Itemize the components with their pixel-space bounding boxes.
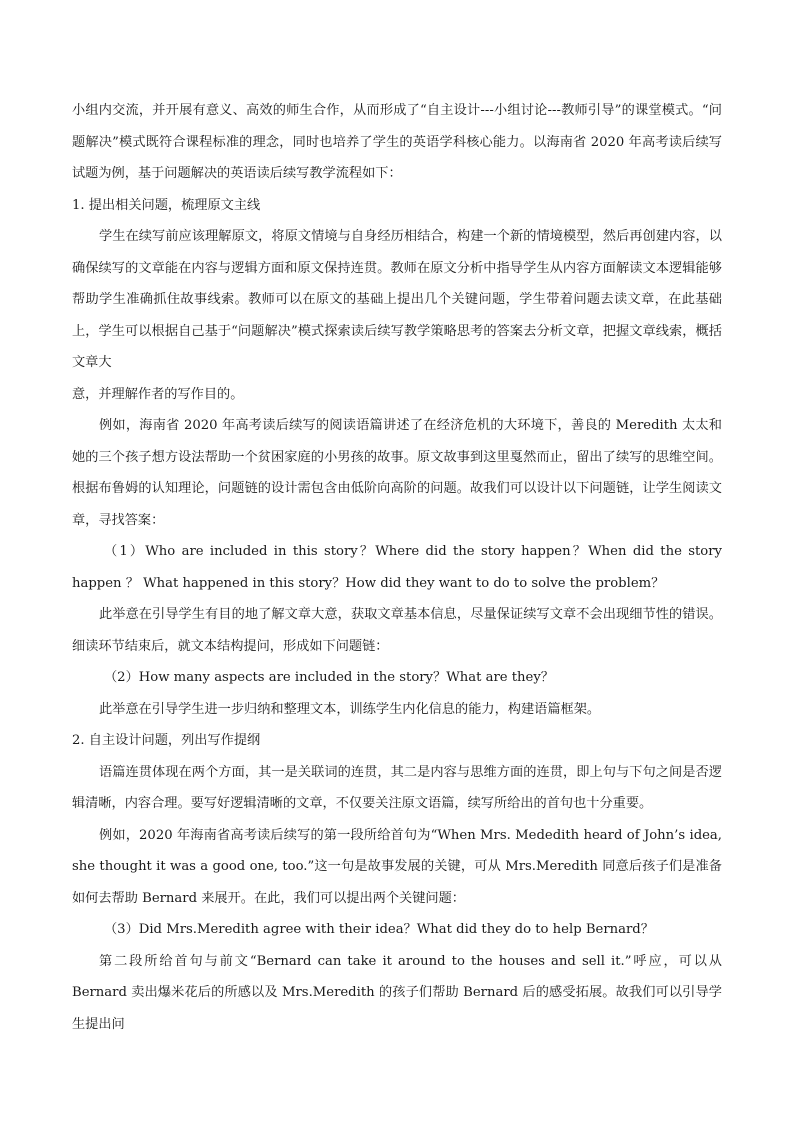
paragraph-understanding: 学生在续写前应该理解原文，将原文情境与自身经历相结合，构建一个新的情境模型，然后再创建内容，以确保续写的文章能在内容与逻辑方面和原文保持连贯。教师在原文分析中指导学生从内容方面解读文本逻辑能够帮助学生准确抓住故事线索。教师可以在原文的基础上提出几个关键问题，学生带着问题去读文章，在此基础上，学生可以根据自己基于“问题解决”模式探索读后续写教学策略思考的答案去分析文章，把握文章线索，概括文章大 <box>72 229 722 370</box>
question-2: （2）How many aspects are included in the story？What are they？ <box>104 670 554 685</box>
question-3: （3）Did Mrs.Meredith agree with their idea？What did they do to help Bernard？ <box>104 922 654 937</box>
paragraph-intro: 小组内交流，并开展有意义、高效的师生合作，从而形成了“自主设计---小组讨论---教师引导”的课堂模式。“问题解决”模式既符合课程标准的理念，同时也培养了学生的英语学科核心能力。以海南省 2020 年高考读后续写试题为例，基于问题解决的英语读后续写教学流程如下： <box>72 103 722 181</box>
paragraph-example-2: 例如，2020 年海南省高考读后续写的第一段所给首句为“When Mrs. Mededith heard of John’s idea, she thought it was a good one, too.”这一句是故事发展的关键，可从 Mrs.Meredith 同意后孩子们是准备如何去帮助 Bernard 来展开。在此，我们可以提出两个关键问题： <box>72 827 722 906</box>
question-1: （1）Who are included in this story？Where did the story happen？When did the story happen ？ What happened in this story？How did they want to do to solve the problem？ <box>72 544 722 591</box>
section-heading-2: 2. 自主设计问题，列出写作提纲 <box>72 733 261 748</box>
section-heading-1: 1. 提出相关问题，梳理原文主线 <box>72 197 261 213</box>
paragraph-purpose-2: 此举意在引导学生进一步归纳和整理文本，训练学生内化信息的能力，构建语篇框架。 <box>99 701 601 717</box>
paragraph-second-section: 第二段所给首句与前文“Bernard can take it around to the houses and sell it.”呼应，可以从 Bernard 卖出爆米花后的所感以及 Mrs.Meredith 的孩子们帮助 Bernard 后的感受拓展。故我们可以引导学生提出问 <box>72 953 722 1032</box>
paragraph-purpose-1: 此举意在引导学生有目的地了解文章大意，获取文章基本信息，尽量保证续写文章不会出现细节性的错误。细读环节结束后，就文本结构提问，形成如下问题链： <box>72 607 722 654</box>
paragraph-example-1: 例如，海南省 2020 年高考读后续写的阅读语篇讲述了在经济危机的大环境下，善良的 Meredith 太太和她的三个孩子想方设法帮助一个贫困家庭的小男孩的故事。原文故事到这里戛然而止，留出了续写的思维空间。根据布鲁姆的认知理论，问题链的设计需包含由低阶向高阶的问题。故我们可以设计以下问题链，让学生阅读文章，寻找答案： <box>72 418 722 528</box>
document-body <box>72 95 722 1040</box>
paragraph-continuation: 意，并理解作者的写作目的。 <box>72 386 244 402</box>
paragraph-coherence: 语篇连贯体现在两个方面，其一是关联词的连贯，其二是内容与思维方面的连贯，即上句与下句之间是否逻辑清晰，内容合理。要写好逻辑清晰的文章，不仅要关注原文语篇，续写所给出的首句也十分重要。 <box>72 764 722 811</box>
